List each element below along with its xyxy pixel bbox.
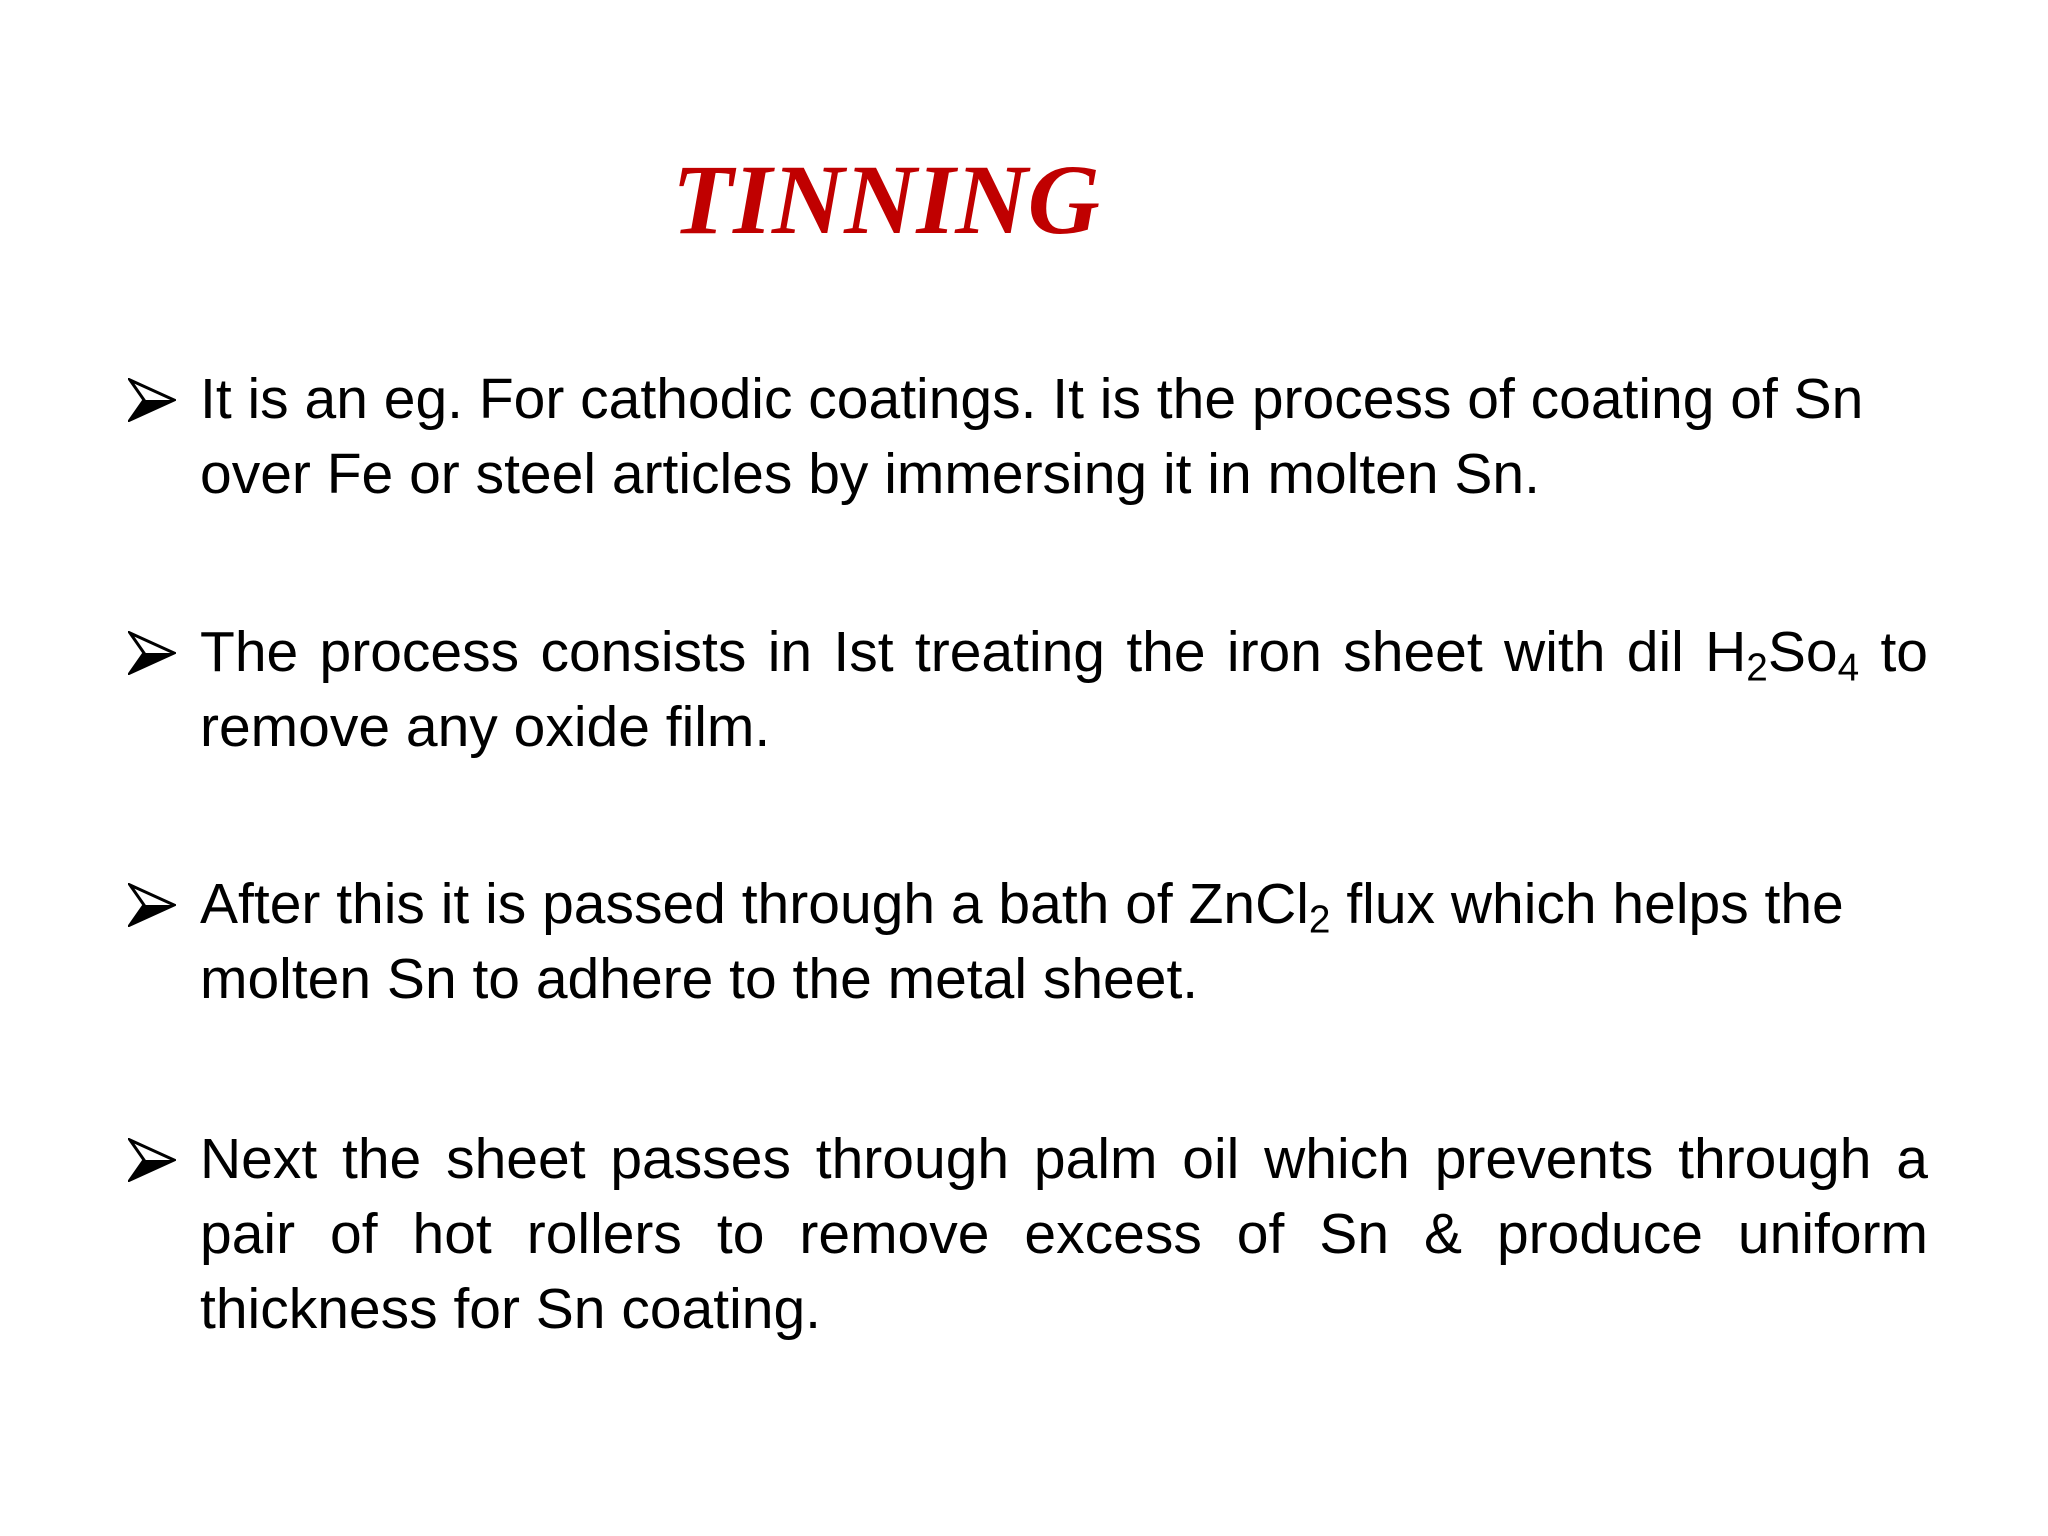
subscript: 2 <box>1746 646 1768 690</box>
bullet-text: It is an eg. For cathodic coatings. It is the process of coating of Sn over Fe or steel articles by immersing it in molten Sn. <box>200 367 1864 506</box>
bullet-text: Next the sheet passes through palm oil which prevents through a pair of hot rollers to remove excess of Sn & produce uniform thickness for Sn coating. <box>200 1127 1928 1341</box>
arrow-bullet-icon <box>128 378 176 422</box>
arrow-bullet-icon <box>128 1138 176 1182</box>
arrow-bullet-icon <box>128 631 176 675</box>
subscript: 2 <box>1308 898 1331 942</box>
bullet-text: After this it is passed through a bath of ZnCl$_2$ flux which helps the molten Sn to adhere to the metal sheet. <box>200 872 1844 1011</box>
slide-title: TINNING <box>672 144 1100 255</box>
subscript: 4 <box>1837 646 1860 690</box>
arrow-bullet-icon <box>128 883 176 927</box>
bullet-text: The process consists in Ist treating the iron sheet with dil $H_2So_4$ to remove any oxide film. <box>200 620 1929 759</box>
